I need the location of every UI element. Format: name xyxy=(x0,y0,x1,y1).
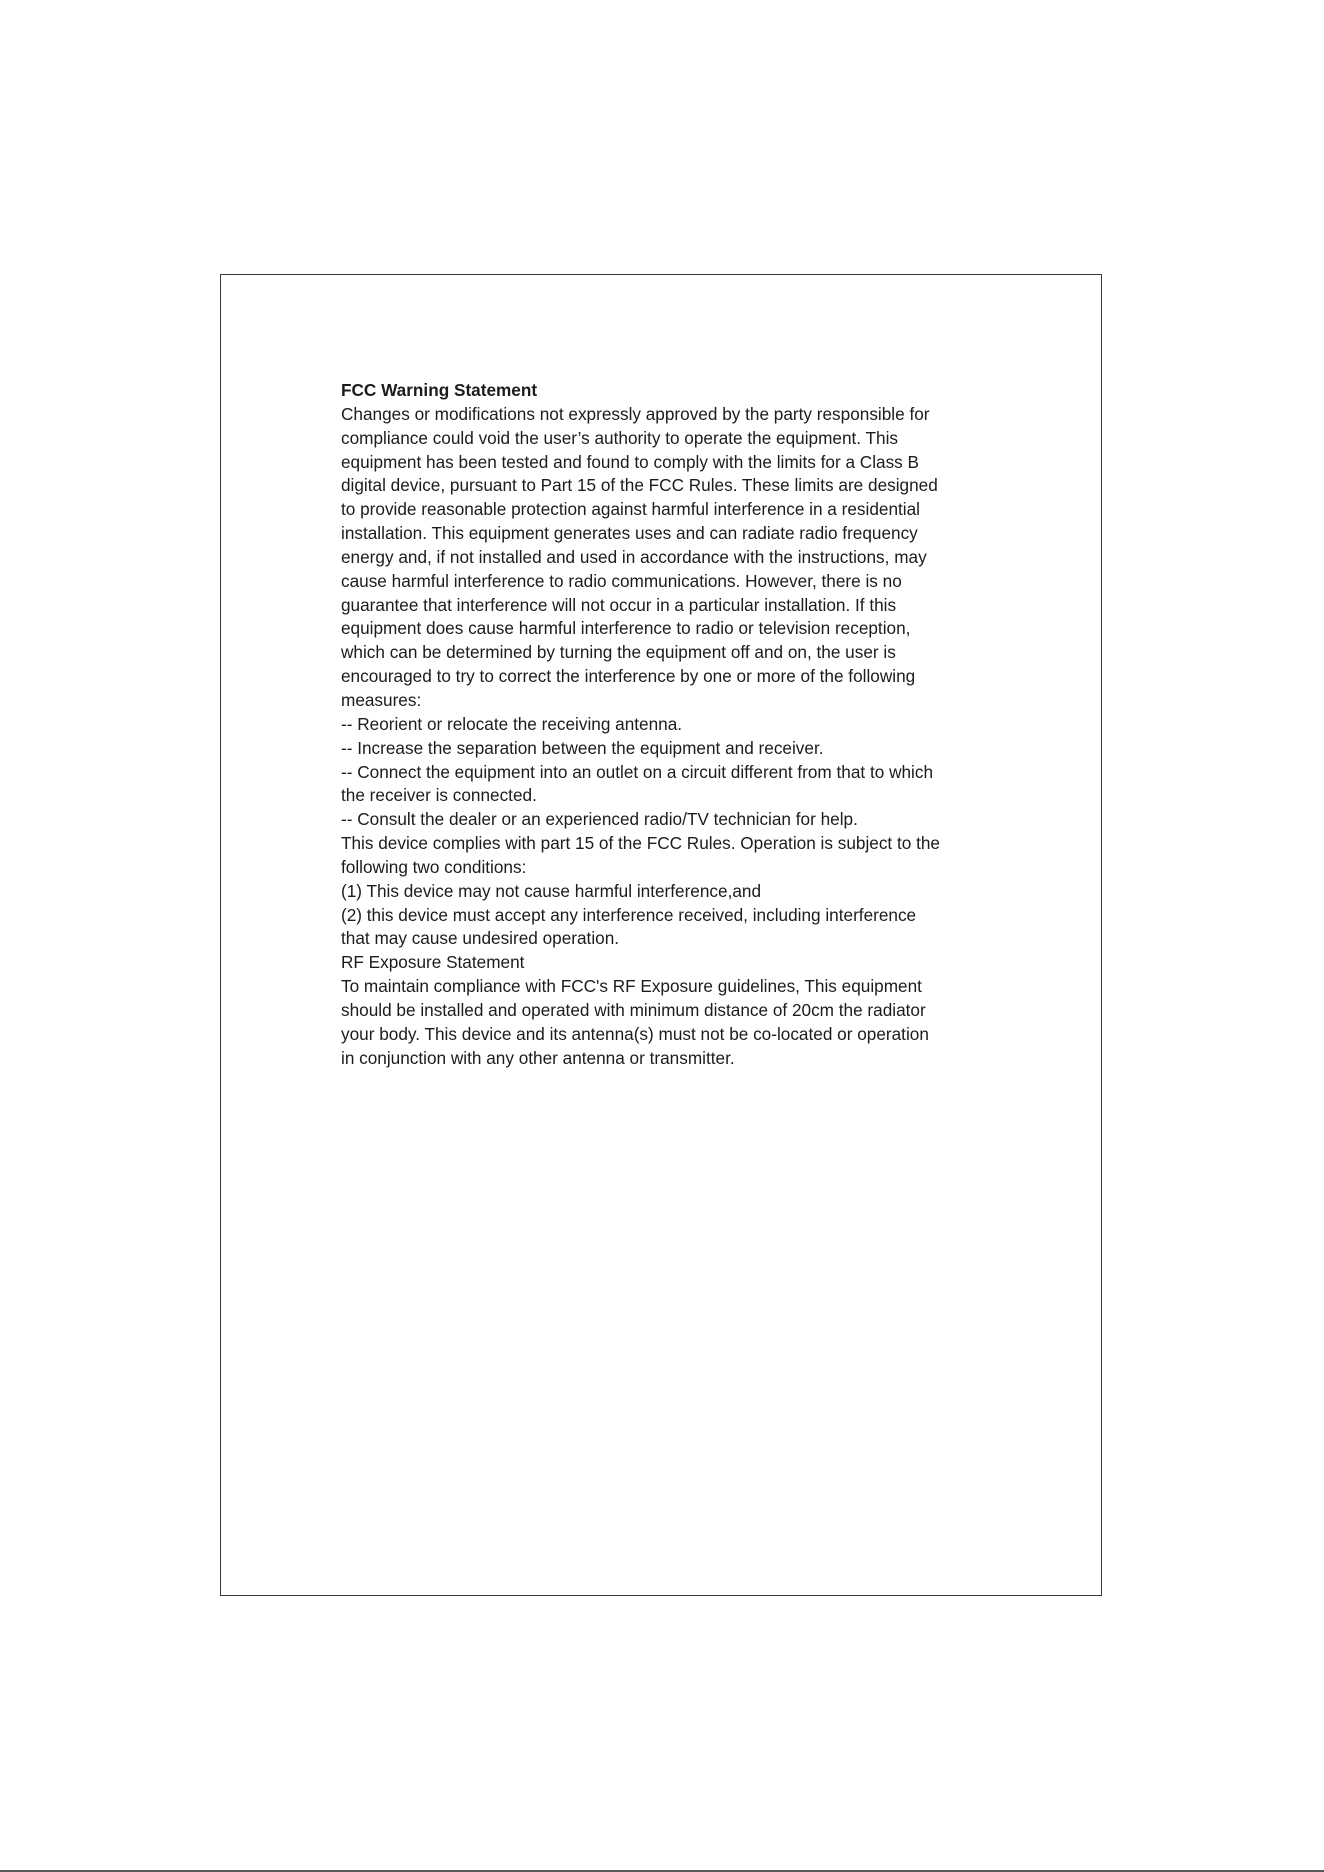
text-line: -- Reorient or relocate the receiving antenna. xyxy=(341,713,683,734)
text-line: (2) this device must accept any interference received, including interference xyxy=(341,904,917,925)
text-line: your body. This device and its antenna(s) must not be co-located or operation xyxy=(341,1023,929,1044)
text-line: installation. This equipment generates uses and can radiate radio frequency xyxy=(341,523,918,544)
text-line: digital device, pursuant to Part 15 of the FCC Rules. These limits are designed xyxy=(341,475,938,496)
text-line: (1) This device may not cause harmful interference,and xyxy=(341,880,762,901)
text-line: Changes or modifications not expressly approved by the party responsible for xyxy=(341,403,930,424)
text-line: encouraged to try to correct the interference by one or more of the following xyxy=(341,666,916,687)
text-line: equipment does cause harmful interference to radio or television reception, xyxy=(341,618,911,639)
text-line: compliance could void the user’s authority to operate the equipment. This xyxy=(341,427,899,448)
text-line: cause harmful interference to radio communications. However, there is no xyxy=(341,570,902,591)
text-line: -- Increase the separation between the equipment and receiver. xyxy=(341,737,824,758)
text-line: -- Connect the equipment into an outlet on a circuit different from that to which xyxy=(341,761,934,782)
text-line: to provide reasonable protection against harmful interference in a residential xyxy=(341,499,920,520)
text-line: To maintain compliance with FCC's RF Exposure guidelines, This equipment xyxy=(341,976,922,997)
text-line: guarantee that interference will not occur in a particular installation. If this xyxy=(341,594,897,615)
text-line: measures: xyxy=(341,689,422,710)
text-line: in conjunction with any other antenna or transmitter. xyxy=(341,1047,735,1068)
statement-text xyxy=(341,403,981,1071)
text-line: This device complies with part 15 of the FCC Rules. Operation is subject to the xyxy=(341,833,940,854)
text-line: that may cause undesired operation. xyxy=(341,928,620,949)
text-line: the receiver is connected. xyxy=(341,785,537,806)
text-line: following two conditions: xyxy=(341,856,527,877)
document-body xyxy=(341,379,981,1070)
text-line: RF Exposure Statement xyxy=(341,952,525,973)
text-line: which can be determined by turning the equipment off and on, the user is xyxy=(341,642,896,663)
text-line: equipment has been tested and found to comply with the limits for a Class B xyxy=(341,451,920,472)
text-line: energy and, if not installed and used in accordance with the instructions, may xyxy=(341,546,927,567)
fcc-warning-heading: FCC Warning Statement xyxy=(341,380,538,400)
text-line: -- Consult the dealer or an experienced radio/TV technician for help. xyxy=(341,809,858,830)
text-line: should be installed and operated with minimum distance of 20cm the radiator xyxy=(341,999,926,1020)
